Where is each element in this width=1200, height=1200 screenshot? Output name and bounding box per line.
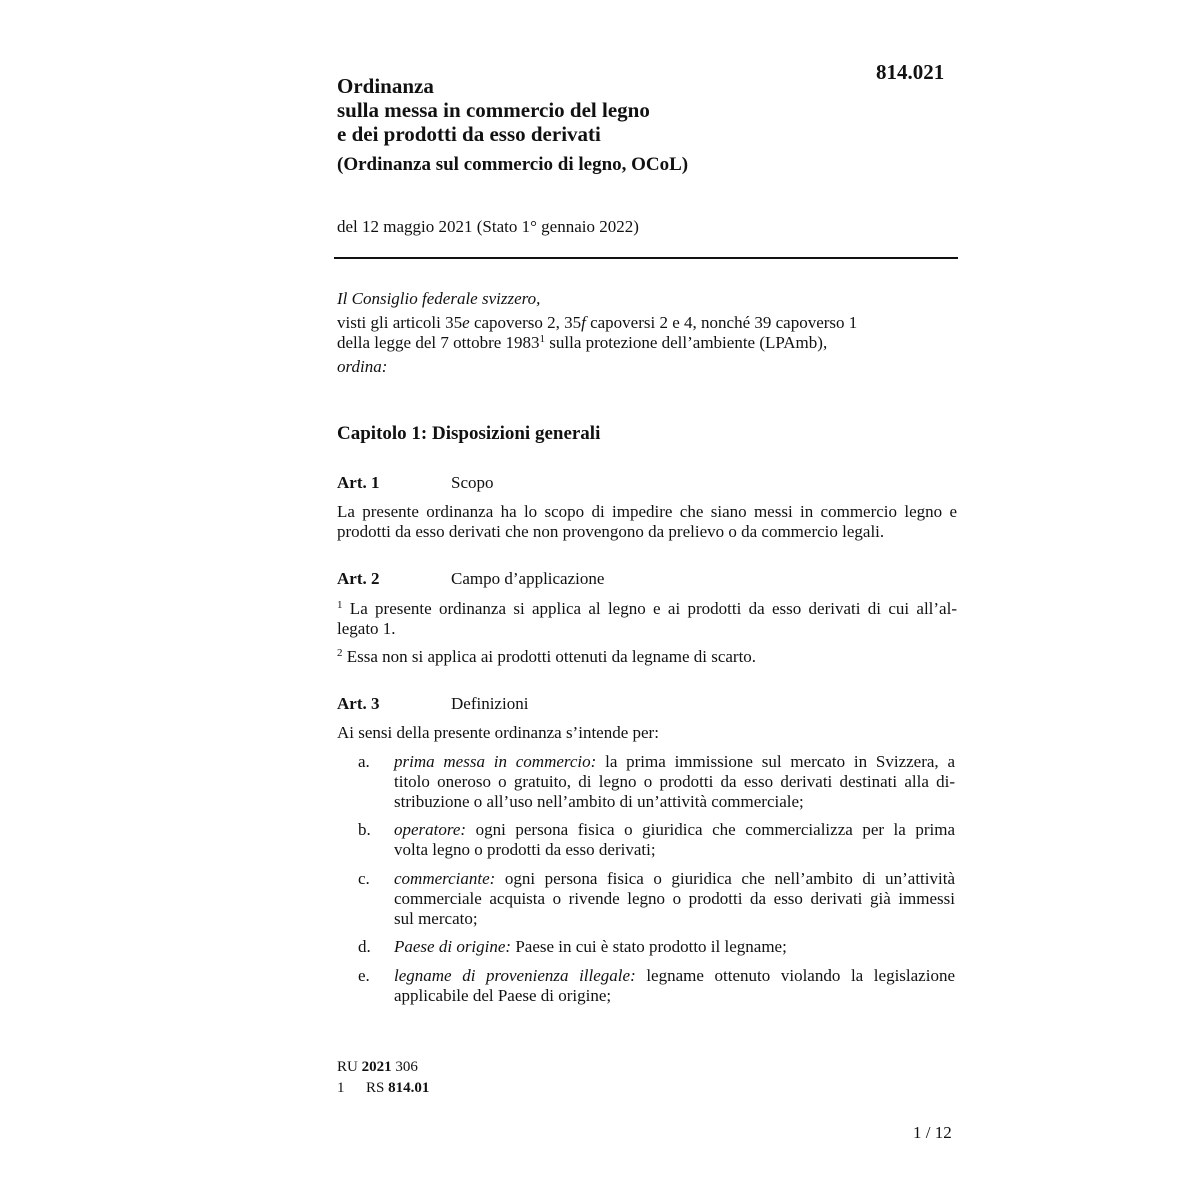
defined-term: Paese di origine:	[394, 937, 512, 956]
definition-text	[394, 966, 955, 1006]
preamble-authority: Il Consiglio federale svizzero,	[337, 289, 541, 308]
footnote-ref[interactable]: 1	[539, 333, 546, 345]
text-run: della legge del 7 ottobre 1983	[337, 333, 540, 352]
footnote	[337, 1078, 429, 1098]
text-run: 306	[391, 1059, 418, 1075]
paragraph-number: 2	[337, 647, 343, 659]
article-number: Art. 3	[337, 694, 380, 713]
article-paragraph	[337, 599, 957, 639]
text-run: Essa non si applica ai prodotti ottenuti da legname di scarto.	[342, 647, 757, 666]
list-label: d.	[358, 937, 371, 956]
page-number: 1 / 12	[913, 1123, 952, 1142]
text-run: e	[462, 313, 470, 332]
chapter-heading: Capitolo 1: Disposizioni generali	[337, 423, 601, 444]
title-line: Ordinanza	[337, 74, 434, 98]
text-line: La presente ordinanza ha lo scopo di impedire che siano messi in commercio legno e	[337, 502, 957, 521]
text-line: legato 1.	[337, 619, 396, 638]
document-title	[337, 74, 757, 146]
title-line: e dei prodotti da esso derivati	[337, 122, 601, 146]
official-compilation-ref	[337, 1057, 418, 1077]
article-heading	[337, 473, 494, 493]
text-run: RU	[337, 1059, 362, 1075]
text-line: sul mercato;	[394, 909, 478, 928]
text-run: f	[581, 313, 586, 332]
paragraph-number: 1	[337, 599, 343, 611]
list-label: a.	[358, 752, 370, 771]
text-run: la prima immissione sul mercato in Svizzera, a	[596, 752, 956, 771]
article-title: Definizioni	[451, 694, 529, 713]
definition-item	[358, 752, 958, 812]
text-line	[394, 966, 955, 986]
list-label: c.	[358, 869, 370, 888]
text-line	[337, 647, 957, 667]
text-run: capoversi 2 e 4, nonché 39 capoverso 1	[585, 313, 858, 332]
text-run: legname ottenuto violando la legislazione	[635, 966, 955, 985]
defined-term: legname di provenienza illegale:	[394, 966, 636, 985]
definition-item	[358, 937, 958, 957]
text-run: 2021	[361, 1059, 392, 1075]
defined-term: prima messa in commercio:	[394, 752, 597, 771]
text-line	[394, 937, 955, 957]
text-line	[337, 599, 957, 619]
article-heading	[337, 694, 528, 714]
definition-item	[358, 820, 958, 860]
defined-term: commerciante:	[394, 869, 496, 888]
article-title: Scopo	[451, 473, 494, 492]
article-paragraph	[337, 502, 957, 542]
footnote-marker: 1	[337, 1080, 345, 1096]
date-line: del 12 maggio 2021 (Stato 1° gennaio 2022)	[337, 217, 639, 236]
definition-item	[358, 966, 958, 1006]
text-line: applicabile del Paese di origine;	[394, 986, 612, 1005]
header-rule	[334, 257, 958, 259]
footnote-link[interactable]: 814.01	[388, 1080, 430, 1096]
text-run: ogni persona fisica o giuridica che commercializza per la prima	[466, 820, 955, 839]
preamble-basis-line	[337, 313, 957, 333]
article-paragraph	[337, 647, 957, 667]
preamble-decree: ordina:	[337, 357, 388, 376]
definition-item	[358, 869, 958, 929]
defined-term: operatore:	[394, 820, 467, 839]
text-line: volta legno o prodotti da esso derivati;	[394, 840, 656, 859]
text-run: La presente ordinanza si applica al legno e ai prodotti da esso derivati di cui all’al-	[342, 599, 957, 618]
text-run: Paese in cui è stato prodotto il legname;	[511, 937, 787, 956]
text-line	[394, 820, 955, 840]
text-line: Ai sensi della presente ordinanza s’intende per:	[337, 723, 659, 742]
text-run: ogni persona fisica o giuridica che nell’ambito di un’attività	[495, 869, 955, 888]
text-line: titolo oneroso o gratuito, di legno o prodotti da esso derivati destinati alla di-	[394, 772, 955, 791]
article-number: Art. 2	[337, 569, 380, 588]
article-title: Campo d’applicazione	[451, 569, 605, 588]
text-line: prodotti da esso derivati che non provengono da prelievo o da commercio legali.	[337, 522, 885, 541]
text-run: visti gli articoli 35	[337, 313, 463, 332]
definition-text	[394, 820, 955, 860]
text-run: sulla protezione dell’ambiente (LPAmb),	[545, 333, 828, 352]
definition-text	[394, 869, 955, 929]
article-intro	[337, 723, 957, 743]
text-line: commerciale acquista o rivende legno o prodotti da esso derivati già immessi	[394, 889, 955, 908]
text-run: RS	[366, 1080, 389, 1096]
definition-text	[394, 937, 955, 957]
text-line	[394, 869, 955, 889]
list-label: b.	[358, 820, 371, 839]
definition-text	[394, 752, 955, 812]
text-run: capoverso 2, 35	[469, 313, 582, 332]
sr-number: 814.021	[876, 60, 945, 84]
list-label: e.	[358, 966, 370, 985]
document-subtitle: (Ordinanza sul commercio di legno, OCoL)	[337, 154, 689, 175]
article-heading	[337, 569, 604, 589]
preamble	[337, 289, 957, 377]
title-line: sulla messa in commercio del legno	[337, 98, 650, 122]
preamble-basis-line	[337, 333, 957, 353]
article-number: Art. 1	[337, 473, 380, 492]
text-line: stribuzione o all’uso nell’ambito di un’attività commerciale;	[394, 792, 804, 811]
text-line	[394, 752, 955, 772]
